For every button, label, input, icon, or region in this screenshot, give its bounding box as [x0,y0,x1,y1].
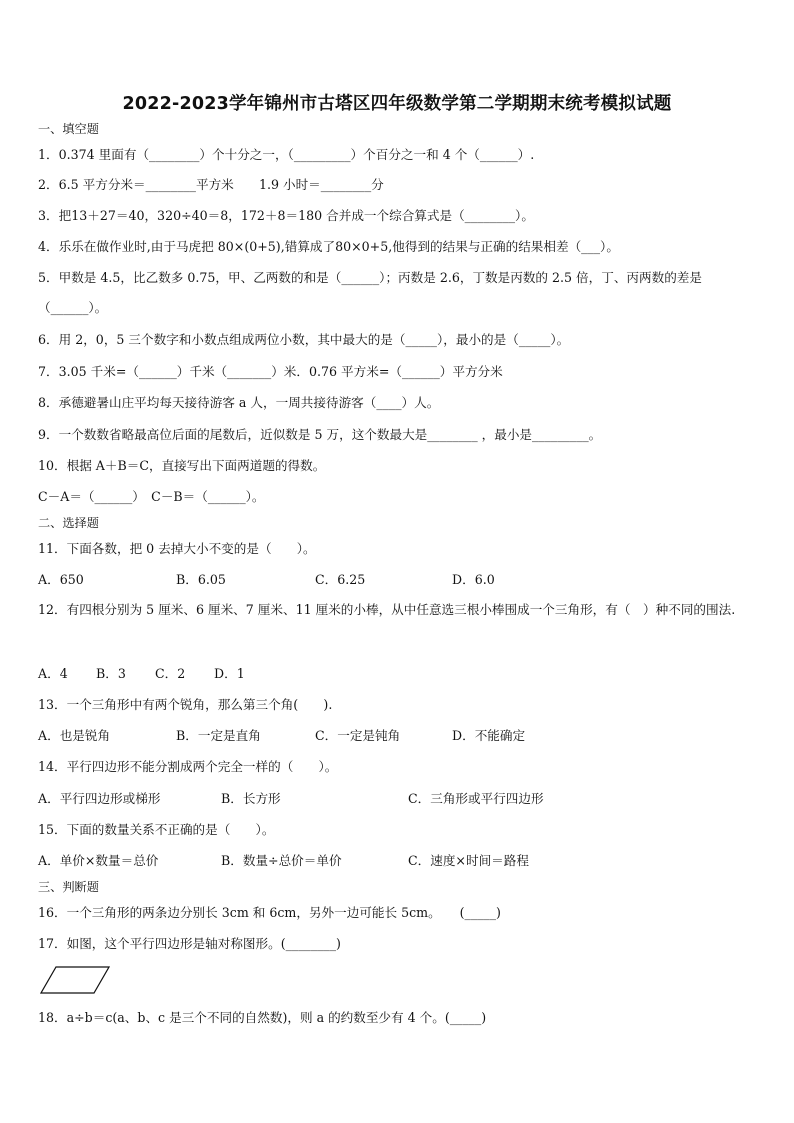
question-15: 15．下面的数量关系不正确的是（ ）。 [38,822,275,837]
q12-option-c: C．2 [155,666,186,681]
question-9: 9．一个数数省略最高位后面的尾数后，近似数是 5 万，这个数最大是________ ，最小是_________。 [38,427,602,442]
question-2: 2．6.5 平方分米＝________平方米 1.9 小时＝________分 [38,177,384,192]
question-10-answers: C－A＝（______） C－B＝（______）。 [38,489,265,504]
section-fill-heading: 一、填空题 [38,122,99,136]
q14-option-a: A．平行四边形或梯形 [38,791,161,806]
section-judge-heading: 三、判断题 [38,880,99,894]
q13-option-c: C．一定是钝角 [315,728,401,743]
question-11: 11．下面各数，把 0 去掉大小不变的是（ ）。 [38,541,316,556]
q11-option-c: C．6.25 [315,572,366,587]
q15-option-c: C．速度×时间＝路程 [408,853,529,868]
question-8: 8．承德避暑山庄平均每天接待游客 a 人，一周共接待游客（____）人。 [38,395,440,410]
q14-option-b: B．长方形 [221,791,281,806]
section-choice-heading: 二、选择题 [38,516,99,530]
q13-option-d: D．不能确定 [452,728,526,743]
question-13: 13．一个三角形中有两个锐角，那么第三个角( ). [38,697,333,712]
q14-option-c: C．三角形或平行四边形 [408,791,544,806]
q13-option-a: A．也是锐角 [38,728,111,743]
q11-option-d: D．6.0 [452,572,495,587]
q15-option-a: A．单价×数量＝总价 [38,853,159,868]
question-18: 18．a÷b＝c(a、b、c 是三个不同的自然数)，则 a 的约数至少有 4 个。(_____) [38,1010,487,1025]
question-16: 16．一个三角形的两条边分别长 3cm 和 6cm，另外一边可能长 5cm。 (_____) [38,905,501,920]
question-5: 5．甲数是 4.5，比乙数多 0.75，甲、乙两数的和是（______）；丙数是 2.6，丁数是丙数的 2.5 倍，丁、丙两数的差是（______）。 [38,270,702,315]
q12-option-d: D．1 [214,666,245,681]
question-12: 12．有四根分别为 5 厘米、6 厘米、7 厘米、11 厘米的小棒，从中任意选三根小棒围成一个三角形，有（ ）种不同的围法. [38,602,736,617]
question-17: 17．如图，这个平行四边形是轴对称图形。(________) [38,936,341,951]
parallelogram-figure [40,966,110,994]
question-3: 3．把13＋27＝40，320÷40＝8，172＋8＝180 合并成一个综合算式是（________）。 [38,208,534,223]
q12-option-b: B．3 [96,666,126,681]
q12-option-a: A．4 [38,666,68,681]
question-10: 10．根据 A＋B＝C，直接写出下面两道题的得数。 [38,458,326,473]
q11-option-b: B．6.05 [176,572,226,587]
page-title: 2022-2023学年锦州市古塔区四年级数学第二学期期末统考模拟试题 [122,94,672,114]
q11-option-a: A．650 [38,572,84,587]
question-7: 7．3.05 千米=（______）千米（_______）米．0.76 平方米=（______）平方分米 [38,364,503,379]
question-14: 14．平行四边形不能分割成两个完全一样的（ ）。 [38,759,338,774]
question-1: 1．0.374 里面有（________）个十分之一，（_________）个百分之一和 4 个（______）. [38,147,535,162]
question-6: 6．用 2，0，5 三个数字和小数点组成两位小数，其中最大的是（_____），最小的是（_____）。 [38,332,570,347]
q13-option-b: B．一定是直角 [176,728,261,743]
question-4: 4．乐乐在做作业时,由于马虎把 80×(0+5),错算成了80×0+5,他得到的结果与正确的结果相差（___）。 [38,239,619,254]
q15-option-b: B．数量÷总价＝单价 [221,853,342,868]
